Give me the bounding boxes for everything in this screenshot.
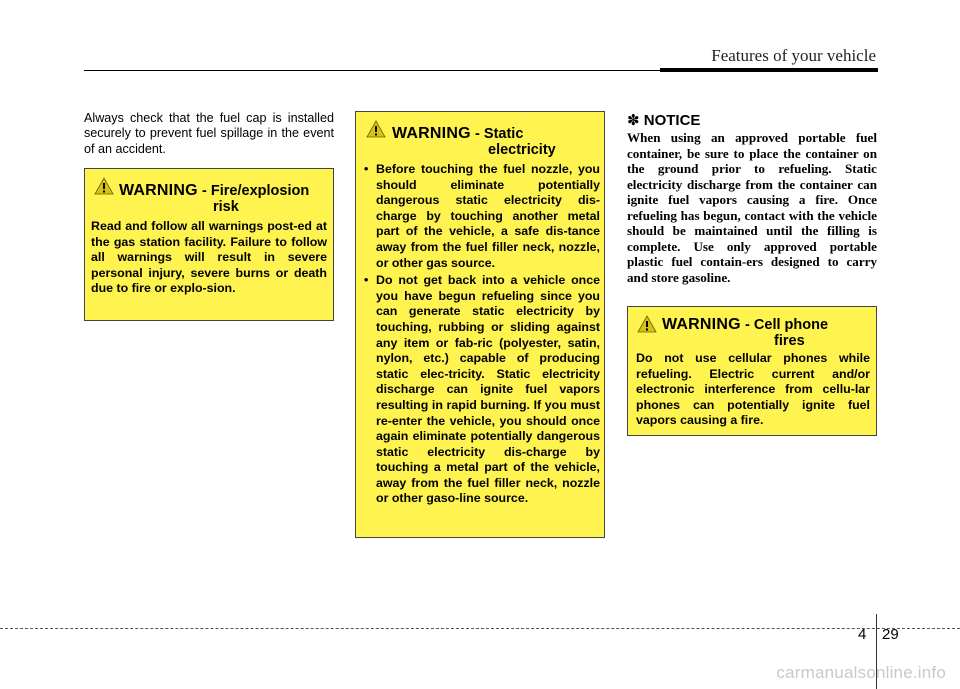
warning-subject-cont: electricity <box>488 142 556 158</box>
warning-static-box <box>355 111 605 538</box>
list-item-text: Before touching the fuel nozzle, you should eliminate potentially dangerous static electricity dis-charge by touching another metal part of the vehicle, a safe dis-tance away from the fuel filler neck, nozzle, or other gas source. <box>376 162 600 270</box>
warning-triangle-icon <box>366 120 386 138</box>
warning-subject: - Cell phone <box>745 317 829 333</box>
chapter-number: 4 <box>858 626 867 643</box>
warning-phone-text: Do not use cellular phones while refueling. Electric current and/or electronic interference from cellu-lar phones can potentially ignite fuel vapors causing a fire. <box>636 351 870 428</box>
notice-paragraph: When using an approved portable fuel container, be sure to place the container on the ground prior to refueling. Static electricity discharge from the container can ignite fuel vapors causing a fire. Once refueling has begun, contact with the vehicle should be maintained until the filling is complete. Use only approved portable plastic fuel contain-ers designed to carry and store gasoline. <box>627 130 877 285</box>
bullet: • <box>364 162 369 176</box>
list-item <box>364 162 600 271</box>
header-rule-accent <box>660 68 878 72</box>
footer-dashed-rule <box>0 628 960 629</box>
warning-fire-box <box>84 168 334 321</box>
intro-paragraph: Always check that the fuel cap is installed securely to prevent fuel spillage in the event of an accident. <box>84 111 334 156</box>
bullet: • <box>364 273 369 288</box>
warning-subject: - Fire/explosion <box>202 183 310 199</box>
warning-label: WARNING <box>119 182 198 199</box>
watermark: carmanualsonline.info <box>776 663 946 682</box>
list-item-text: Do not get back into a vehicle once you have begun refueling since you can generate static electricity by touching, rubbing or sliding against any item or fab-ric (polyester, satin, nylon, etc.) capable of producing static elec-tricity. Static electricity discharge can ignite fuel vapors resulting in rapid burning. If you must re-enter the vehicle, you should once again eliminate potentially dangerous static electricity dis-charge by touching a metal part of the vehicle, away from the fuel filler neck, nozzle or other gaso-line source. <box>376 273 600 506</box>
warning-triangle-icon <box>94 177 114 195</box>
warning-fire-text: Read and follow all warnings post-ed at the gas station facility. Failure to follow all warnings will result in severe personal injury, severe burns or death due to fire or explo-sion. <box>91 219 327 296</box>
warning-label: WARNING <box>392 125 471 142</box>
page-number: 29 <box>882 626 899 643</box>
warning-triangle-icon <box>637 315 657 333</box>
warning-subject-cont: fires <box>774 333 805 349</box>
list-item <box>364 273 600 507</box>
notice-asterisk-icon: ✽ <box>627 112 640 129</box>
warning-phone-box <box>627 306 877 436</box>
warning-subject-cont: risk <box>213 199 239 215</box>
warning-label: WARNING <box>662 316 741 333</box>
notice-heading <box>627 111 700 129</box>
page-header-title: Features of your vehicle <box>711 46 876 65</box>
warning-subject: - Static <box>475 126 524 142</box>
warning-static-list <box>364 162 600 507</box>
notice-title: NOTICE <box>643 112 701 129</box>
